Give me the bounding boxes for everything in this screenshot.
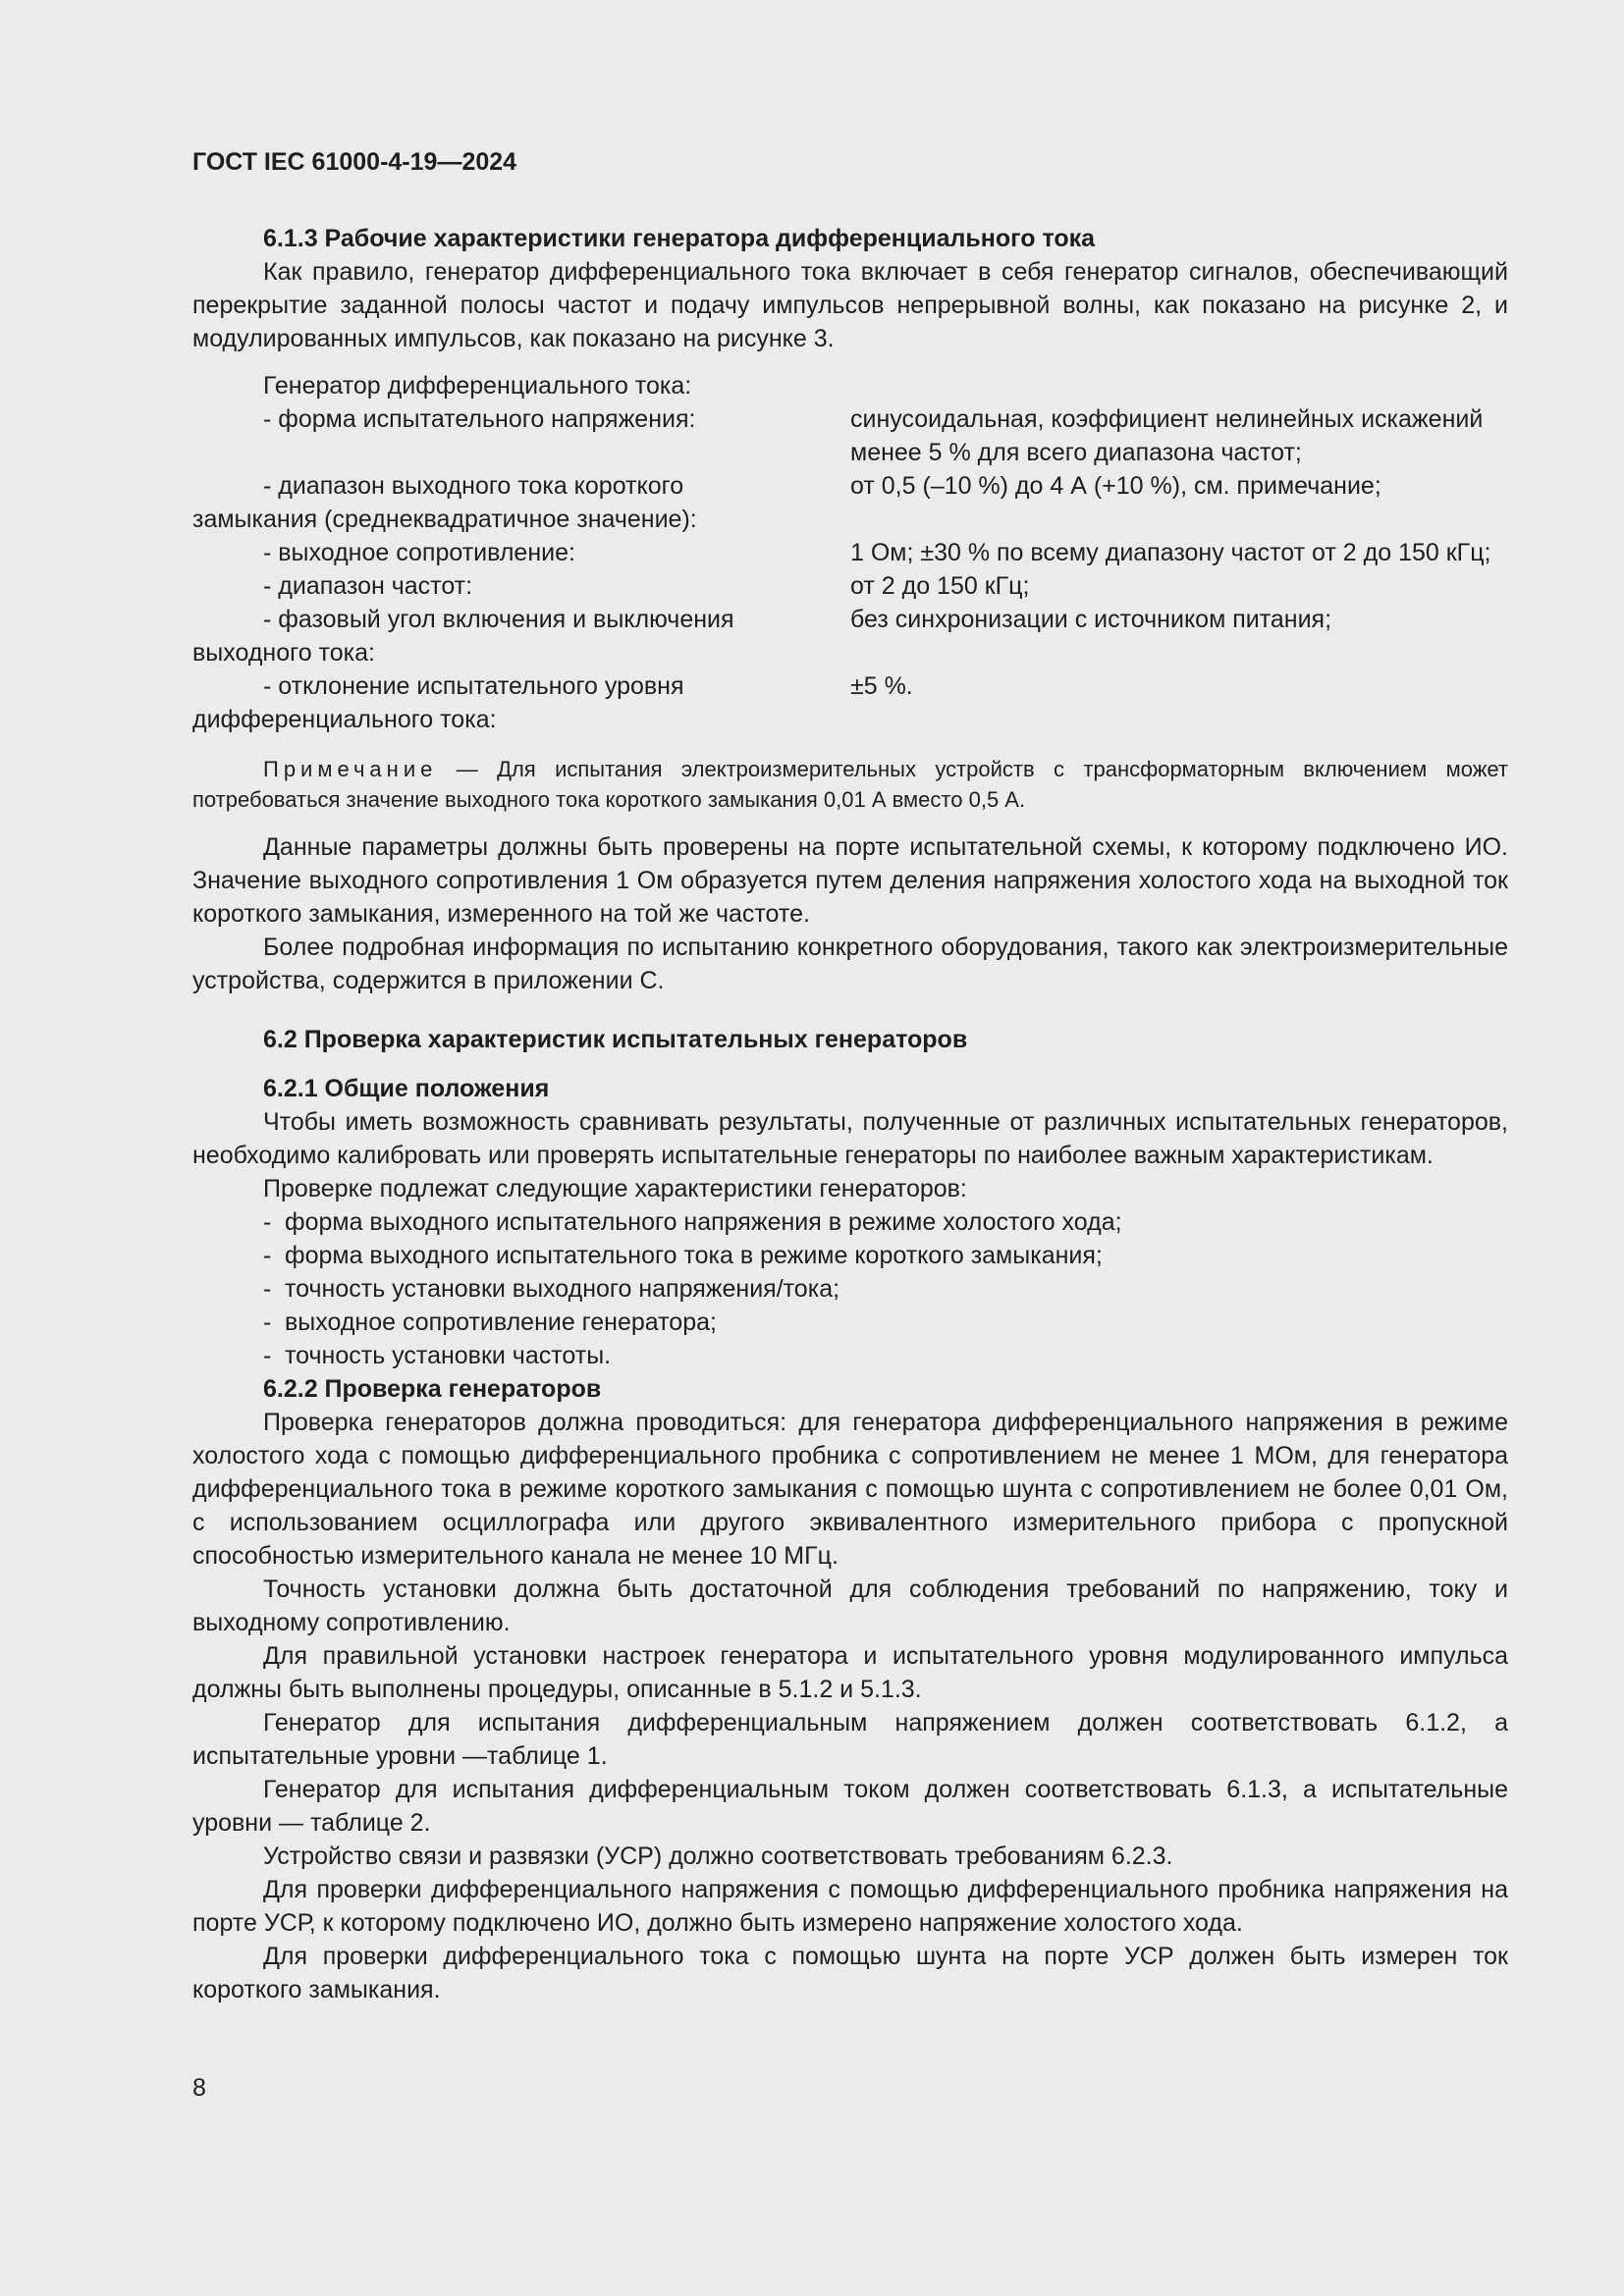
parameter-name: - выходное сопротивление:: [263, 539, 575, 566]
paragraph: Проверка генераторов должна проводиться: для генератора дифференциального напряжения в режиме холостого хода с помощью дифференциального пробника с сопротивлением не менее 1 МОм, для генератора дифференциального тока в режиме короткого замыкания с помощью шунта с сопротивлением не более 0,01 Ом, с использованием осциллографа или другого эквивалентного измерительного прибора с пропускной способностью измерительного канала не менее 10 МГц.: [192, 1409, 1508, 1570]
parameter-row: [192, 469, 1508, 536]
parameter-row: [192, 669, 1508, 736]
parameter-value: 1 Ом; ±30 % по всему диапазону частот от 2 до 150 кГц;: [850, 539, 1491, 566]
note: [192, 754, 1508, 815]
paragraph: Для проверки дифференциального напряжения с помощью дифференциального пробника напряжения на порте УСР, к которому подключено ИО, должно быть измерено напряжение холостого хода.: [192, 1876, 1508, 1937]
note-text: — Для испытания электроизмерительных устройств с трансформаторным включением может потребоваться значение выходного тока короткого замыкания 0,01 А вместо 0,5 А.: [192, 757, 1508, 812]
page-number: 8: [192, 2074, 206, 2102]
list-item: - форма выходного испытательного тока в режиме короткого замыкания;: [263, 1242, 1103, 1269]
document-page: [192, 145, 1508, 2006]
note-label: Примечание: [263, 757, 438, 781]
parameter-name: - отклонение испытательного уровня дифференциального тока:: [192, 672, 684, 733]
parameter-value: от 0,5 (–10 %) до 4 А (+10 %), см. примечание;: [850, 472, 1381, 500]
parameter-name: - диапазон частот:: [263, 572, 473, 600]
parameter-value: без синхронизации с источником питания;: [850, 606, 1332, 633]
paragraph-general-1: Чтобы иметь возможность сравнивать результаты, полученные от различных испытательных генераторов, необходимо калибровать или проверять испытательные генераторы по наиболее важным характеристикам.: [192, 1108, 1508, 1169]
parameter-row: [192, 569, 1508, 603]
parameter-value: ±5 %.: [850, 672, 913, 700]
parameter-value: от 2 до 150 кГц;: [850, 572, 1030, 600]
paragraph: Устройство связи и развязки (УСР) должно соответствовать требованиям 6.2.3.: [263, 1842, 1173, 1870]
section-heading-6-2-2: 6.2.2 Проверка генераторов: [263, 1375, 602, 1403]
section-heading-6-2: 6.2 Проверка характеристик испытательных генераторов: [263, 1026, 968, 1053]
paragraph-intro: Как правило, генератор дифференциального тока включает в себя генератор сигналов, обеспечивающий перекрытие заданной полосы частот и подачу импульсов непрерывной волны, как показано на рисунке 2, и модулированных импульсов, как показано на рисунке 3.: [192, 258, 1508, 352]
section-heading-6-2-1: 6.2.1 Общие положения: [263, 1075, 550, 1102]
paragraph: Генератор для испытания дифференциальным током должен соответствовать 6.1.3, а испытательные уровни — таблице 2.: [192, 1776, 1508, 1837]
parameter-value: синусоидальная, коэффициент нелинейных искажений менее 5 % для всего диапазона частот;: [850, 405, 1484, 466]
paragraph-general-2: Проверке подлежат следующие характеристики генераторов:: [263, 1175, 967, 1202]
paragraph: Точность установки должна быть достаточной для соблюдения требований по напряжению, току и выходному сопротивлению.: [192, 1575, 1508, 1636]
paragraph: Генератор для испытания дифференциальным напряжением должен соответствовать 6.1.2, а испытательные уровни —таблице 1.: [192, 1709, 1508, 1770]
parameter-name: - фазовый угол включения и выключения выходного тока:: [192, 606, 734, 667]
parameter-row: [192, 402, 1508, 469]
document-header: ГОСТ IEC 61000-4-19—2024: [192, 148, 517, 176]
parameter-name: - форма испытательного напряжения:: [263, 405, 696, 433]
paragraph: Для правильной установки настроек генератора и испытательного уровня модулированного импульса должны быть выполнены процедуры, описанные в 5.1.2 и 5.1.3.: [192, 1642, 1508, 1703]
parameter-list: [192, 402, 1508, 736]
characteristics-list: [192, 1205, 1508, 1372]
paragraph-check: Данные параметры должны быть проверены на порте испытательной схемы, к которому подключено ИО. Значение выходного сопротивления 1 Ом образуется путем деления напряжения холостого хода на выходной ток короткого замыкания, измеренного на той же частоте.: [192, 833, 1508, 928]
list-item: - выходное сопротивление генератора;: [263, 1308, 717, 1336]
parameter-row: [192, 603, 1508, 669]
generator-label: Генератор дифференциального тока:: [263, 372, 692, 400]
paragraph: Для проверки дифференциального тока с помощью шунта на порте УСР должен быть измерен ток короткого замыкания.: [192, 1943, 1508, 2003]
list-item: - точность установки частоты.: [263, 1342, 612, 1369]
section-heading-6-1-3: 6.1.3 Рабочие характеристики генератора дифференциального тока: [263, 225, 1096, 252]
parameter-name: - диапазон выходного тока короткого замыкания (среднеквадратичное значение):: [192, 472, 697, 533]
paragraph-more-info: Более подробная информация по испытанию конкретного оборудования, такого как электроизмерительные устройства, содержится в приложении С.: [192, 934, 1508, 994]
list-item: - форма выходного испытательного напряжения в режиме холостого хода;: [263, 1208, 1122, 1236]
list-item: - точность установки выходного напряжения/тока;: [263, 1275, 840, 1303]
parameter-row: [192, 536, 1508, 569]
